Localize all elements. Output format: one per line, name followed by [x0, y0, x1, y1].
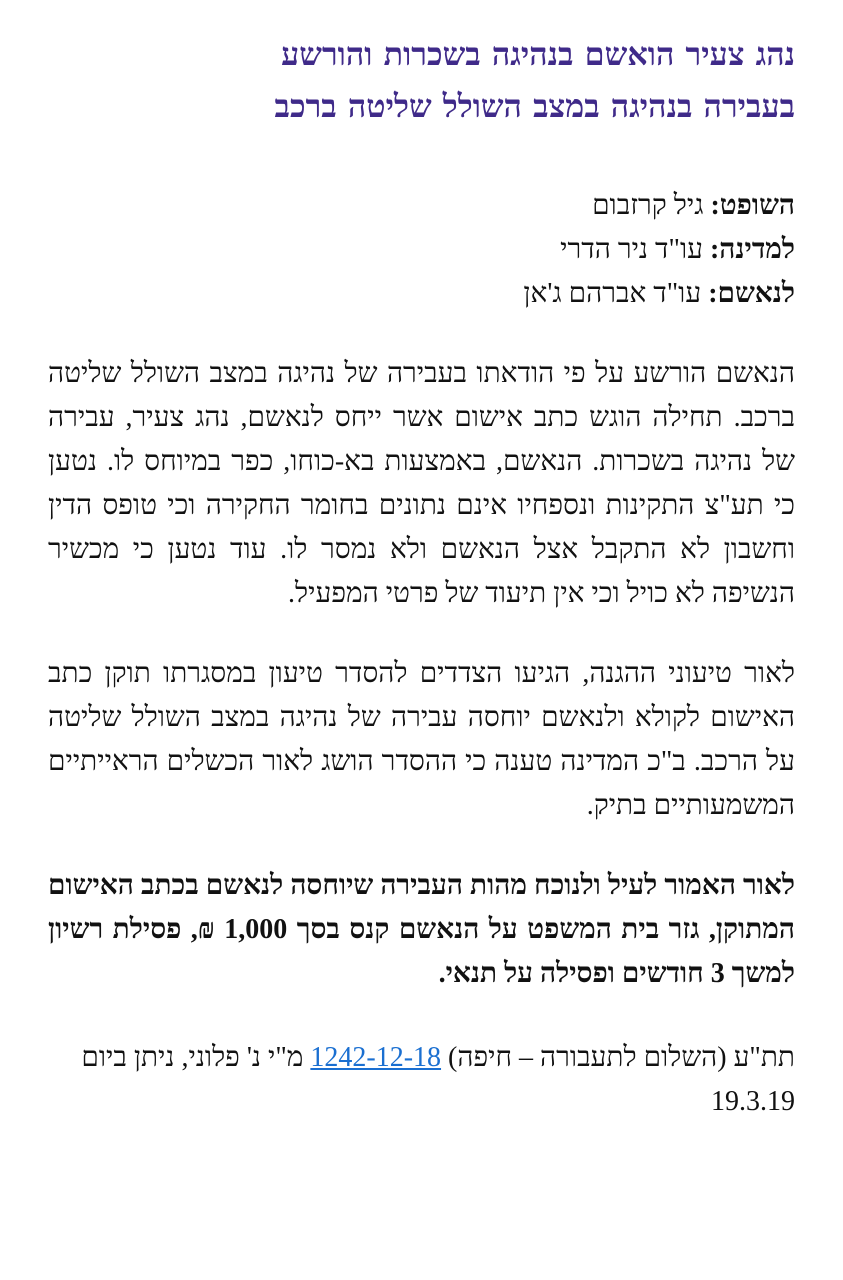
- judge-row: [48, 184, 795, 228]
- state-row: [48, 228, 795, 272]
- citation-prefix: תת"ע (השלום לתעבורה – חיפה): [441, 1042, 795, 1073]
- case-citation: [48, 1036, 795, 1124]
- article-title: [48, 28, 795, 132]
- case-parties: [48, 184, 795, 316]
- citation-suffix: מ"י נ' פלוני, ניתן ביום 19.3.19: [81, 1042, 795, 1117]
- case-number-link[interactable]: 1242-12-18: [310, 1042, 442, 1073]
- defendant-row: [48, 272, 795, 316]
- defendant-label: לנאשם:: [708, 278, 795, 309]
- state-name: עו"ד ניר הדרי: [560, 234, 710, 265]
- paragraph-plea-bargain: לאור טיעוני ההגנה, הגיעו הצדדים להסדר טיעון במסגרתו תוקן כתב האישום לקולא ולנאשם יוחסה עבירה של נהיגה במצב השולל שליטה על הרכב. ב"כ המדינה טענה כי ההסדר הושג לאור הכשלים הראייתיים המשמעותיים בתיק.: [48, 658, 795, 821]
- title-line-1: נהג צעיר הואשם בנהיגה בשכרות והורשע: [281, 35, 795, 73]
- title-line-2: בעבירה בנהיגה במצב השולל שליטה ברכב: [274, 87, 795, 125]
- paragraph-conviction: הנאשם הורשע על פי הודאתו בעבירה של נהיגה במצב השולל שליטה ברכב. תחילה הוגש כתב אישום אשר ייחס לנאשם, נהג צעיר, עבירה של נהיגה בשכרות. הנאשם, באמצעות בא-כוחו, כפר במיוחס לו. נטען כי תע"צ התקינות ונספחיו אינם נתונים בחומר החקירה וכי טופס הדין וחשבון לא התקבל אצל הנאשם ולא נמסר לו. עוד נטען כי מכשיר הנשיפה לא כויל וכי אין תיעוד של פרטי המפעיל.: [48, 358, 795, 609]
- defendant-name: עו"ד אברהם ג'אן: [523, 278, 709, 309]
- state-label: למדינה:: [709, 234, 795, 265]
- paragraph-sentence: לאור האמור לעיל ולנוכח מהות העבירה שיוחסה לנאשם בכתב האישום המתוקן, גזר בית המשפט על הנאשם קנס בסך 1,000 ₪, פסילת רשיון למשך 3 חודשים ופסילה על תנאי.: [48, 870, 795, 989]
- judge-label: השופט:: [710, 190, 795, 221]
- judge-name: גיל קרזבום: [592, 190, 711, 221]
